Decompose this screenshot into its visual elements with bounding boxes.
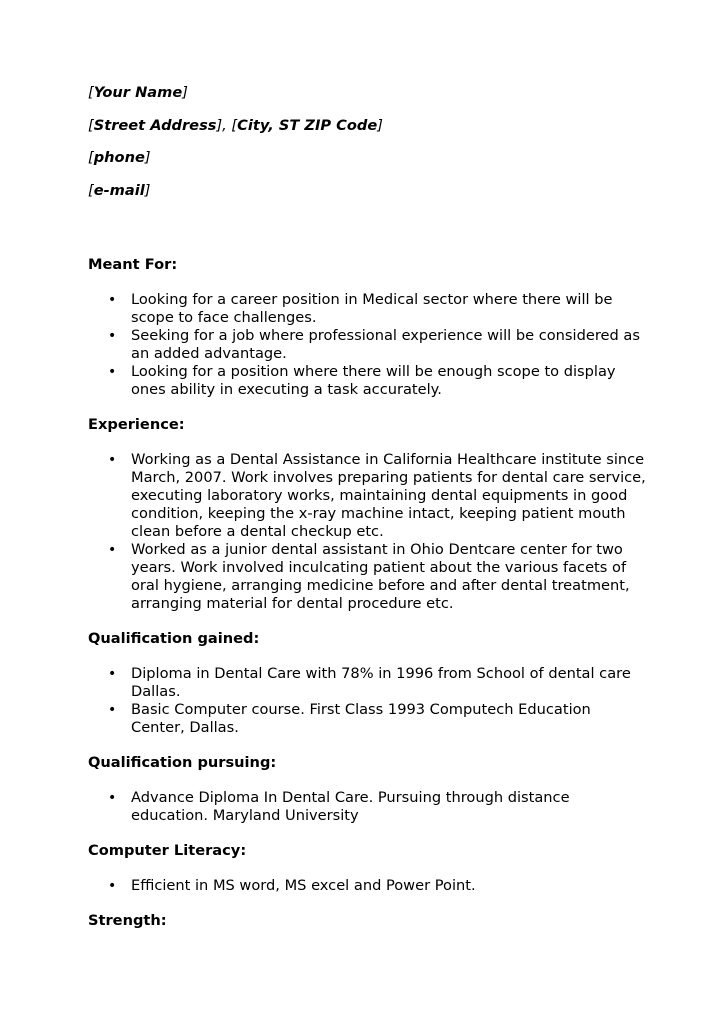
email-placeholder: e-mail (93, 181, 145, 199)
city-placeholder: City, ST ZIP Code (237, 116, 378, 134)
section-qualification-gained (88, 630, 648, 737)
resume-page (88, 84, 648, 947)
name-placeholder: Your Name (93, 84, 183, 101)
bullet-list (88, 291, 648, 399)
bullet-list (88, 451, 648, 613)
name-line: [Your Name] (88, 84, 188, 101)
email-line: [e-mail] (88, 181, 151, 199)
section-meant-for (88, 256, 648, 399)
bullet-list (88, 789, 648, 825)
street-placeholder: Street Address (93, 116, 217, 134)
address-line: [Street Address], [City, ST ZIP Code] (88, 116, 383, 134)
list-item-text: Advance Diploma In Dental Care. Pursuing through distance education. Maryland University (131, 789, 570, 825)
bullet-icon: • (108, 328, 117, 345)
section-experience (88, 416, 648, 613)
list-item-text: Basic Computer course. First Class 1993 Computech Education Center, Dallas. (131, 701, 591, 737)
phone-placeholder: phone (93, 149, 145, 167)
list-item (88, 665, 648, 701)
section-title: Meant For: (88, 256, 178, 274)
contact-block (88, 84, 648, 200)
list-item (88, 363, 648, 399)
bullet-icon: • (108, 542, 117, 559)
section-qualification-pursuing (88, 754, 648, 825)
list-item (88, 541, 648, 613)
list-item (88, 451, 648, 541)
bullet-icon: • (108, 666, 117, 683)
list-item (88, 789, 648, 825)
bullet-icon: • (108, 452, 117, 469)
list-item (88, 701, 648, 737)
bullet-icon: • (108, 292, 117, 309)
bullet-list (88, 877, 648, 895)
list-item-text: Worked as a junior dental assistant in Ohio Dentcare center for two years. Work involved inculcating patient about the various facets of oral hygiene, arranging medicine before and after dental treatment, arranging material for dental procedure etc. (131, 541, 630, 613)
bullet-icon: • (108, 364, 117, 381)
list-item (88, 327, 648, 363)
bullet-icon: • (108, 790, 117, 807)
section-strength (88, 912, 648, 930)
list-item-text: Working as a Dental Assistance in California Healthcare institute since March, 2007. Work involves preparing patients for dental care service, executing laboratory works, maintaining dental equipments in good condition, keeping the x-ray machine intact, keeping patient mouth clean before a dental checkup etc. (131, 451, 646, 541)
list-item-text: Seeking for a job where professional experience will be considered as an added advantage. (131, 327, 640, 363)
list-item (88, 291, 648, 327)
section-title: Qualification gained: (88, 630, 260, 648)
bullet-list (88, 665, 648, 737)
list-item-text: Diploma in Dental Care with 78% in 1996 from School of dental care Dallas. (131, 665, 631, 701)
bullet-icon: • (108, 878, 117, 895)
bullet-icon: • (108, 702, 117, 719)
section-title: Experience: (88, 416, 185, 434)
section-title: Qualification pursuing: (88, 754, 277, 772)
list-item-text: Looking for a career position in Medical sector where there will be scope to face challenges. (131, 291, 613, 327)
spacer (88, 214, 648, 256)
phone-line: [phone] (88, 149, 151, 167)
section-computer-literacy (88, 842, 648, 895)
list-item-text: Efficient in MS word, MS excel and Power Point. (131, 877, 476, 895)
list-item (88, 877, 648, 895)
section-title: Strength: (88, 912, 167, 930)
section-title: Computer Literacy: (88, 842, 247, 860)
list-item-text: Looking for a position where there will be enough scope to display ones ability in executing a task accurately. (131, 363, 616, 399)
